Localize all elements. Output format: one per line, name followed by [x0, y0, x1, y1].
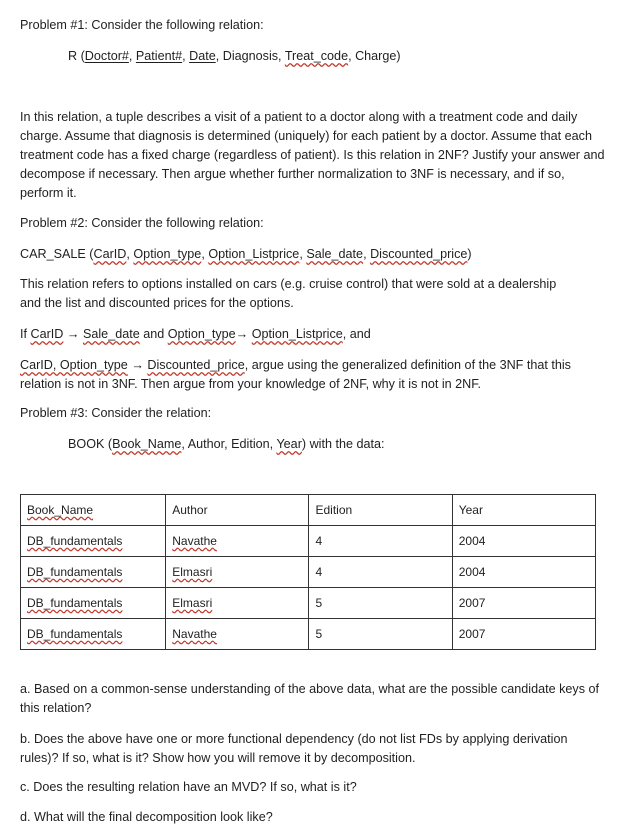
- problem3-relation: BOOK (Book_Name, Author, Edition, Year) with the data:: [68, 437, 385, 451]
- arrow-icon: →: [235, 327, 249, 341]
- problem3-heading: Problem #3: Consider the relation:: [20, 406, 212, 420]
- table-row: DB_fundamentals Elmasri 5 2007: [21, 588, 596, 619]
- attr-carid: CarID: [93, 247, 127, 261]
- attr-charge: Charge: [355, 49, 397, 63]
- question-a: a. Based on a common-sense understanding of the above data, what are the possible candidate keys of this relation?: [20, 682, 599, 715]
- table-row: DB_fundamentals Elmasri 4 2004: [21, 557, 596, 588]
- book-table: [20, 494, 596, 650]
- attr-option-type: Option_type: [133, 247, 202, 261]
- attr-discounted-price: Discounted_price: [370, 247, 468, 261]
- problem2-body: This relation refers to options installed on cars (e.g. cruise control) that were sold at a dealership and the list and discounted prices for the options.: [20, 277, 557, 310]
- arrow-icon: →: [66, 327, 80, 341]
- question-b: b. Does the above have one or more functional dependency (do not list FDs by applying derivation rules)? If so, what is it? Show how you will remove it by decomposition.: [20, 732, 568, 765]
- header-edition: Edition: [309, 495, 452, 526]
- question-d: d. What will the final decomposition look like?: [20, 810, 273, 824]
- problem2-relation: CAR_SALE (CarID, Option_type, Option_Listprice, Sale_date, Discounted_price): [20, 247, 472, 261]
- table-header-row: [21, 495, 596, 526]
- attr-diagnosis: Diagnosis: [222, 49, 279, 63]
- problem2-heading: Problem #2: Consider the following relation:: [20, 216, 264, 230]
- table-row: DB_fundamentals Navathe 5 2007: [21, 619, 596, 650]
- header-year: Year: [452, 495, 595, 526]
- problem2-fd3-line: CarID, Option_type → Discounted_price, argue using the generalized definition of the 3NF that this relation is not in 3NF. Then argue from your knowledge of 2NF, why it is not in 2NF.: [20, 358, 571, 391]
- problem1-heading: Problem #1: Consider the following relation:: [20, 18, 264, 32]
- header-author: Author: [166, 495, 309, 526]
- attr-doctor: Doctor#: [84, 49, 129, 63]
- problem1-body: In this relation, a tuple describes a visit of a patient to a doctor along with a treatment code and daily charge. Assume that diagnosis is determined (uniquely) for each patient by a doctor. Assume that each treatment code has a fixed charge (regardless of patient). Is this relation in 2NF? Justify your answer and decompose if necessary. Then argue whether further normalization to 3NF is necessary, and if so, perform it.: [20, 110, 605, 200]
- problem1-relation: R (Doctor#, Patient#, Date, Diagnosis, Treat_code, Charge): [68, 49, 401, 63]
- attr-date: Date: [189, 49, 216, 63]
- table-row: DB_fundamentals Navathe 4 2004: [21, 526, 596, 557]
- header-book-name: Book_Name: [21, 495, 166, 526]
- problem2-fd-line: If CarID → Sale_date and Option_type→ Option_Listprice, and: [20, 327, 371, 341]
- arrow-icon: →: [131, 358, 144, 372]
- attr-patient: Patient#: [135, 49, 183, 63]
- attr-option-listprice: Option_Listprice: [208, 247, 300, 261]
- question-c: c. Does the resulting relation have an MVD? If so, what is it?: [20, 780, 357, 794]
- attr-treat-code: Treat_code: [284, 49, 349, 63]
- attr-sale-date: Sale_date: [306, 247, 364, 261]
